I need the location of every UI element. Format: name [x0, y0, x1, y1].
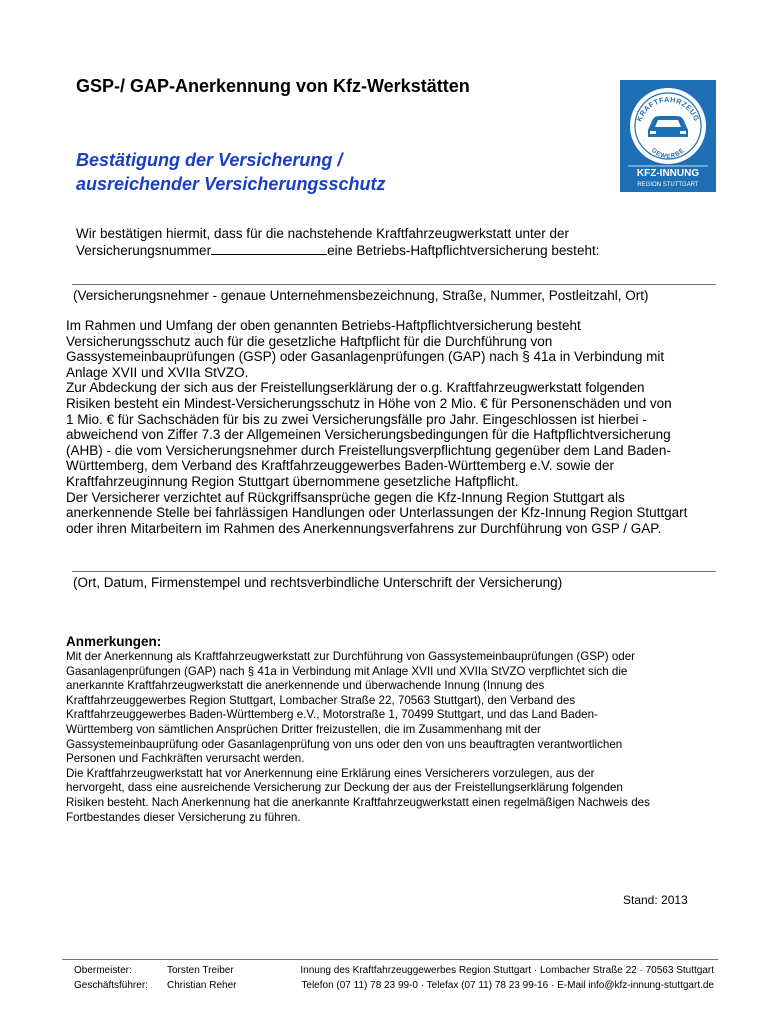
text-line: Risiken besteht ein Mindest-Versicherungsschutz in Höhe von 2 Mio. € für Personenschäden und von: [66, 395, 672, 411]
text-line: Zur Abdeckung der sich aus der Freistellungserklärung der o.g. Kraftfahrzeugwerkstatt folgenden: [66, 380, 645, 396]
footer-label-manager: Geschäftsführer:: [74, 980, 148, 991]
intro-line: Wir bestätigen hiermit, dass für die nachstehende Kraftfahrzeugwerkstatt unter der: [76, 226, 570, 241]
policy-number-label: Versicherungsnummer: [76, 243, 212, 258]
remark-line: hervorgeht, dass eine ausreichende Versicherung zur Deckung der aus der Freistellungserklärung folgenden: [66, 781, 623, 795]
remark-line: Fortbestandes dieser Versicherung zu führen.: [66, 810, 301, 824]
text-line: Gassystemeinbauprüfungen (GSP) oder Gasanlagenprüfungen (GAP) nach § 41a in Verbindung mit: [66, 349, 665, 365]
main-text: [66, 318, 730, 536]
remark-line: Die Kraftfahrzeugwerkstatt hat vor Anerkennung eine Erklärung eines Versicherers vorzulegen, aus der: [66, 766, 595, 780]
text-line: Versicherungsschutz auch für die gesetzliche Haftpflicht für die Durchführung von: [66, 333, 553, 349]
logo-region: REGION STUTTGART: [637, 182, 699, 188]
remark-line: Gasanlagenprüfungen (GAP) nach § 41a in Verbindung mit Anlage XVII und XVIIa StVZO verpflichtet sich die: [66, 664, 628, 678]
remark-line: Württemberg von sämtlichen Ansprüchen Dritter freizustellen, die im Zusammenhang mit der: [66, 722, 541, 736]
footer-contact: Telefon (07 11) 78 23 99-0 · Telefax (07 11) 78 23 99-16 · E-Mail info@kfz-innung-stuttgart.de: [301, 980, 714, 991]
logo-name: KFZ-INNUNG: [636, 168, 700, 179]
footer-name-manager: Christian Reher: [167, 980, 237, 991]
text-line: Kraftfahrzeuginnung Region Stuttgart übernommene gesetzliche Haftpflicht.: [66, 473, 519, 489]
footer-divider: [62, 959, 718, 960]
footer-address: Innung des Kraftfahrzeuggewerbes Region Stuttgart · Lombacher Straße 22 · 70563 Stuttgart: [300, 965, 714, 976]
footer-label-chairman: Obermeister:: [74, 965, 132, 976]
intro-line-end: eine Betriebs-Haftpflichtversicherung besteht:: [327, 243, 600, 258]
intro-line: [76, 242, 599, 259]
remark-line: anerkannte Kraftfahrzeugwerkstatt die anerkennende und überwachende Innung (Innung des: [66, 679, 545, 693]
logo-arc-bottom: GEWERBE: [649, 146, 687, 161]
intro-text: [76, 226, 599, 259]
kfz-innung-logo: [620, 80, 716, 192]
insured-caption: (Versicherungsnehmer - genaue Unternehmensbezeichnung, Straße, Nummer, Postleitzahl, Ort): [73, 288, 649, 303]
subtitle-line: Bestätigung der Versicherung /: [76, 150, 343, 170]
subtitle-line: ausreichender Versicherungsschutz: [76, 174, 386, 194]
footer-name-chairman: Torsten Treiber: [167, 965, 234, 976]
text-line: 1 Mio. € für Sachschäden für bis zu zwei Versicherungsfälle pro Jahr. Eingeschlossen ist hierbei -: [66, 411, 647, 427]
text-line: Der Versicherer verzichtet auf Rückgriffsansprüche gegen die Kfz-Innung Region Stuttgart als: [66, 489, 625, 505]
text-line: Anlage XVII und XVIIa StVZO.: [66, 364, 249, 380]
remark-line: Personen und Fachkräften verursacht werden.: [66, 752, 305, 766]
remark-line: Kraftfahrzeuggewerbes Baden-Württemberg e.V., Motorstraße 1, 70499 Stuttgart, und das Land Baden-: [66, 708, 598, 722]
document-date: Stand: 2013: [623, 893, 688, 907]
remarks-text: [66, 650, 650, 825]
insured-entry-line[interactable]: [72, 284, 716, 285]
text-line: abweichend von Ziffer 7.3 der Allgemeinen Versicherungsbedingungen für die Haftpflichtversicherung: [66, 427, 671, 443]
logo-arc-top: KRAFTFAHRZEUG: [634, 94, 702, 123]
text-line: Württemberg, dem Verband des Kraftfahrzeuggewerbes Baden-Württemberg e.V. sowie der: [66, 458, 615, 474]
policy-number-field[interactable]: [211, 242, 327, 255]
text-line: anerkennende Stelle bei fahrlässigen Handlungen oder Unterlassungen der Kfz-Innung Region Stuttgart: [66, 505, 688, 521]
remark-line: Mit der Anerkennung als Kraftfahrzeugwerkstatt zur Durchführung von Gassystemeinbauprüfungen (GSP) oder: [66, 650, 636, 663]
text-line: oder ihren Mitarbeitern im Rahmen des Anerkennungsverfahrens zur Durchführung von GSP / GAP.: [66, 520, 662, 536]
remark-line: Risiken besteht. Nach Anerkennung hat die anerkannte Kraftfahrzeugwerkstatt einen regelmäßigen Nachweis des: [66, 795, 650, 809]
car-icon: [648, 116, 688, 137]
remarks-heading: Anmerkungen:: [66, 634, 162, 649]
signature-caption: (Ort, Datum, Firmenstempel und rechtsverbindliche Unterschrift der Versicherung): [73, 575, 563, 590]
remark-line: Gassystemeinbauprüfung oder Gasanlagenprüfung von uns oder den von uns beauftragten verantwortlichen: [66, 737, 623, 751]
text-line: Im Rahmen und Umfang der oben genannten Betriebs-Haftpflichtversicherung besteht: [66, 318, 581, 333]
signature-line[interactable]: [72, 571, 716, 572]
document-subtitle: [76, 148, 385, 196]
page-title: GSP-/ GAP-Anerkennung von Kfz-Werkstätten: [76, 76, 470, 96]
text-line: (AHB) - die vom Versicherungsnehmer durch Freistellungsverpflichtung gegenüber dem Land Baden-: [66, 442, 671, 458]
remark-line: Kraftfahrzeuggewerbes Region Stuttgart, Lombacher Straße 22, 70563 Stuttgart), den Verband des: [66, 693, 576, 707]
